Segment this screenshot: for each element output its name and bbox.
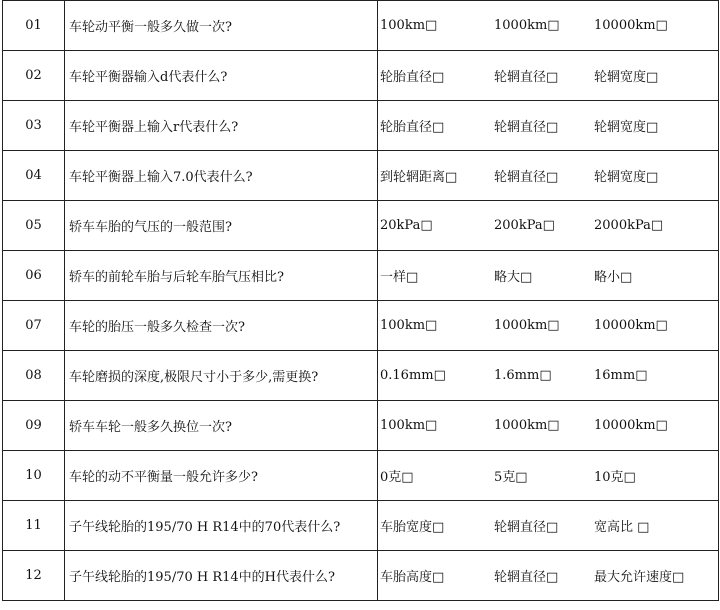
question-number: 05 xyxy=(3,201,65,251)
question-number: 02 xyxy=(3,51,65,101)
answer-options xyxy=(378,1,719,51)
question-number: 08 xyxy=(3,351,65,401)
answer-option-checkbox[interactable]: 轮辋直径□ xyxy=(494,520,559,535)
answer-option-checkbox[interactable]: 1000km□ xyxy=(494,318,560,333)
question-text: 车轮动平衡一般多久做一次? xyxy=(65,1,378,51)
answer-option-checkbox[interactable]: 200kPa□ xyxy=(494,218,555,233)
answer-options xyxy=(378,151,719,201)
answer-options xyxy=(378,501,719,551)
question-text: 车轮的动不平衡量一般允许多少? xyxy=(65,451,378,501)
question-row xyxy=(3,301,719,351)
question-row xyxy=(3,451,719,501)
answer-option-checkbox[interactable]: 1000km□ xyxy=(494,418,560,433)
answer-option-checkbox[interactable]: 车胎高度□ xyxy=(380,570,445,585)
answer-option-checkbox[interactable]: 1000km□ xyxy=(494,18,560,33)
answer-option-checkbox[interactable]: 0克□ xyxy=(380,470,414,485)
answer-option-checkbox[interactable]: 10000km□ xyxy=(594,418,668,433)
answer-options xyxy=(378,101,719,151)
question-number: 07 xyxy=(3,301,65,351)
answer-option-checkbox[interactable]: 车胎宽度□ xyxy=(380,520,445,535)
question-number: 03 xyxy=(3,101,65,151)
question-number: 04 xyxy=(3,151,65,201)
answer-option-checkbox[interactable]: 轮辋直径□ xyxy=(494,70,559,85)
answer-options xyxy=(378,201,719,251)
question-number: 01 xyxy=(3,1,65,51)
answer-option-checkbox[interactable]: 轮辋宽度□ xyxy=(594,170,659,185)
answer-options xyxy=(378,51,719,101)
answer-option-checkbox[interactable]: 略大□ xyxy=(494,270,533,285)
question-text: 轿车的前轮车胎与后轮车胎气压相比? xyxy=(65,251,378,301)
question-number: 10 xyxy=(3,451,65,501)
question-row xyxy=(3,251,719,301)
answer-option-checkbox[interactable]: 1.6mm□ xyxy=(494,368,552,383)
question-text: 子午线轮胎的195/70 H R14中的70代表什么? xyxy=(65,501,378,551)
question-text: 车轮磨损的深度,极限尺寸小于多少,需更换? xyxy=(65,351,378,401)
question-number: 12 xyxy=(3,551,65,601)
answer-option-checkbox[interactable]: 10克□ xyxy=(594,470,636,485)
question-text: 车轮平衡器上输入7.0代表什么? xyxy=(65,151,378,201)
question-row xyxy=(3,201,719,251)
question-text: 车轮的胎压一般多久检查一次? xyxy=(65,301,378,351)
answer-option-checkbox[interactable]: 最大允许速度□ xyxy=(594,570,685,585)
question-row xyxy=(3,551,719,601)
answer-option-checkbox[interactable]: 100km□ xyxy=(380,18,438,33)
question-text: 车轮平衡器上输入r代表什么? xyxy=(65,101,378,151)
question-row xyxy=(3,151,719,201)
answer-options xyxy=(378,551,719,601)
answer-option-checkbox[interactable]: 轮胎直径□ xyxy=(380,120,445,135)
answer-option-checkbox[interactable]: 5克□ xyxy=(494,470,528,485)
answer-option-checkbox[interactable]: 16mm□ xyxy=(594,368,648,383)
answer-option-checkbox[interactable]: 宽高比 □ xyxy=(594,520,650,535)
question-number: 06 xyxy=(3,251,65,301)
question-row xyxy=(3,401,719,451)
question-row xyxy=(3,1,719,51)
answer-option-checkbox[interactable]: 0.16mm□ xyxy=(380,368,446,383)
answer-option-checkbox[interactable]: 轮辋直径□ xyxy=(494,120,559,135)
answer-option-checkbox[interactable]: 100km□ xyxy=(380,318,438,333)
question-text: 轿车车胎的气压的一般范围? xyxy=(65,201,378,251)
answer-option-checkbox[interactable]: 一样□ xyxy=(380,270,419,285)
answer-option-checkbox[interactable]: 10000km□ xyxy=(594,18,668,33)
question-text: 子午线轮胎的195/70 H R14中的H代表什么? xyxy=(65,551,378,601)
question-row xyxy=(3,51,719,101)
question-number: 11 xyxy=(3,501,65,551)
answer-options xyxy=(378,301,719,351)
answer-option-checkbox[interactable]: 轮胎直径□ xyxy=(380,70,445,85)
answer-option-checkbox[interactable]: 到轮辋距离□ xyxy=(380,170,458,185)
answer-option-checkbox[interactable]: 轮辋直径□ xyxy=(494,570,559,585)
answer-options xyxy=(378,351,719,401)
answer-options xyxy=(378,401,719,451)
answer-option-checkbox[interactable]: 100km□ xyxy=(380,418,438,433)
quiz-body xyxy=(3,1,719,601)
answer-options xyxy=(378,451,719,501)
answer-option-checkbox[interactable]: 20kPa□ xyxy=(380,218,433,233)
answer-options xyxy=(378,251,719,301)
answer-option-checkbox[interactable]: 轮辋直径□ xyxy=(494,170,559,185)
quiz-table xyxy=(2,0,719,601)
question-row xyxy=(3,501,719,551)
answer-option-checkbox[interactable]: 轮辋宽度□ xyxy=(594,120,659,135)
question-text: 轿车车轮一般多久换位一次? xyxy=(65,401,378,451)
question-number: 09 xyxy=(3,401,65,451)
answer-option-checkbox[interactable]: 轮辋宽度□ xyxy=(594,70,659,85)
question-text: 车轮平衡器输入d代表什么? xyxy=(65,51,378,101)
question-row xyxy=(3,351,719,401)
answer-option-checkbox[interactable]: 10000km□ xyxy=(594,318,668,333)
answer-option-checkbox[interactable]: 略小□ xyxy=(594,270,633,285)
question-row xyxy=(3,101,719,151)
answer-option-checkbox[interactable]: 2000kPa□ xyxy=(594,218,664,233)
